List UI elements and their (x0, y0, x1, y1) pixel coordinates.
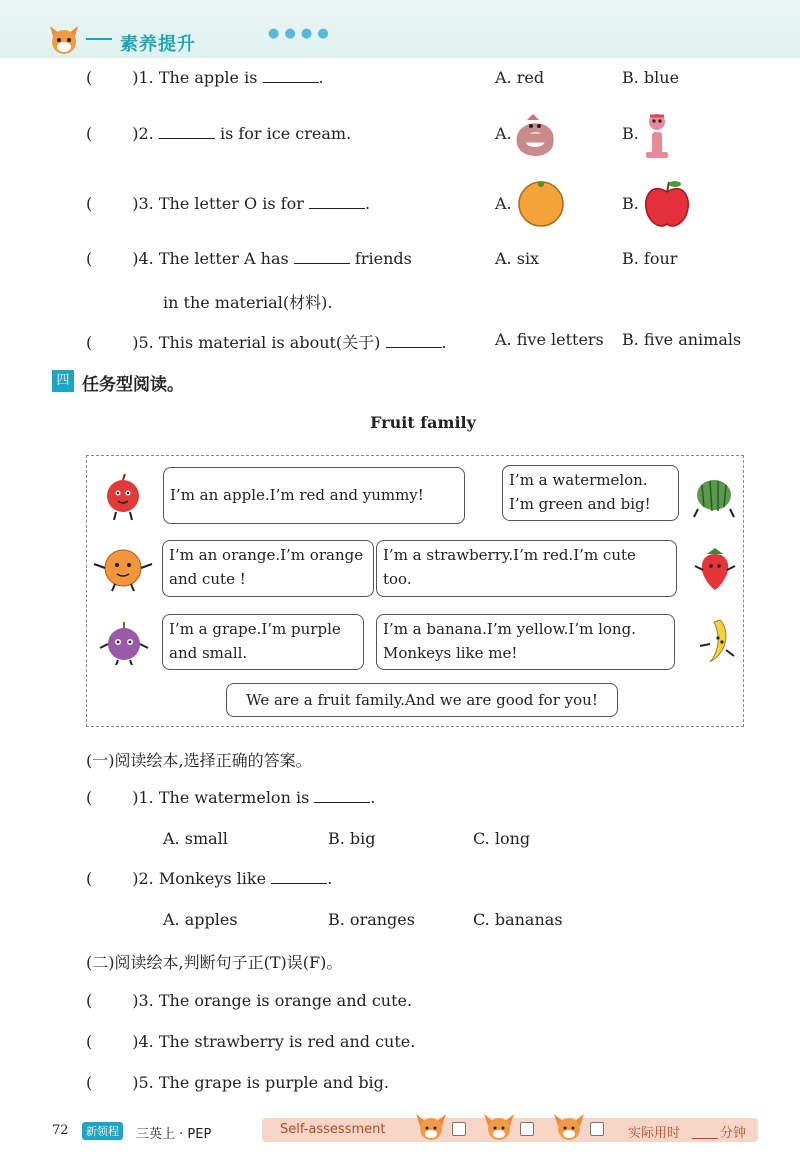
grape-bubble-text: I’m a grape.I’m purple and small. (169, 620, 341, 662)
q3-5: ( )5. This material is about(关于) . (86, 333, 447, 352)
rating-checkbox-1[interactable] (452, 1122, 466, 1136)
orange-character-icon (90, 544, 156, 592)
answer-blank[interactable] (386, 333, 442, 348)
part2-heading: (二)阅读绘本,判断句子正(T)误(F)。 (86, 953, 343, 972)
banana-bubble-text: I’m a banana.I’m yellow.I’m long. Monkeys like me! (383, 620, 636, 662)
strawberry-bubble (376, 540, 677, 597)
orange-bubble (162, 540, 374, 597)
fox-face-icon (414, 1112, 448, 1142)
family-bubble (226, 683, 618, 717)
part1-heading: (一)阅读绘本,选择正确的答案。 (86, 751, 312, 770)
watermelon-character-icon (690, 473, 738, 519)
p2-q4: ( )4. The strawberry is red and cute. (86, 1032, 416, 1051)
strawberry-bubble-text: I’m a strawberry.I’m red.I’m cute too. (383, 546, 636, 588)
q3-5-option-b[interactable]: B. five animals (622, 330, 742, 349)
story-title: Fruit family (370, 413, 476, 432)
rating-checkbox-3[interactable] (590, 1122, 604, 1136)
q3-3: ( )3. The letter O is for . (86, 194, 371, 213)
p1-q2-option-a[interactable]: A. apples (163, 910, 238, 929)
watermelon-bubble-text: I’m a watermelon. I’m green and big! (509, 471, 651, 513)
fox-face-icon (552, 1112, 586, 1142)
q3-5-option-a[interactable]: A. five letters (495, 330, 604, 349)
q3-3-option-a[interactable]: A. (495, 194, 512, 213)
header-dash (86, 38, 112, 40)
q3-3-option-b[interactable]: B. (622, 194, 639, 213)
brand-logo: 新领程 (82, 1122, 123, 1140)
letter-e-character-icon (513, 112, 559, 160)
q3-4-option-a[interactable]: A. six (495, 249, 540, 268)
letter-i-character-icon (640, 110, 674, 160)
q3-1-option-a[interactable]: A. red (495, 68, 545, 87)
grape-bubble (162, 614, 364, 670)
family-bubble-text: We are a fruit family.And we are good for you! (246, 691, 598, 709)
q3-2: ( )2. is for ice cream. (86, 124, 352, 143)
p1-q2-option-c[interactable]: C. bananas (473, 910, 563, 929)
apple-bubble-text: I’m an apple.I’m red and yummy! (170, 486, 424, 504)
header-title: 素养提升 (120, 34, 196, 55)
p2-q5: ( )5. The grape is purple and big. (86, 1073, 389, 1092)
book-label: 三英上 · PEP (136, 1127, 212, 1142)
time-blank[interactable] (692, 1124, 718, 1139)
q3-4-option-b[interactable]: B. four (622, 249, 678, 268)
rating-checkbox-2[interactable] (520, 1122, 534, 1136)
grape-character-icon (98, 618, 150, 666)
answer-blank[interactable] (271, 869, 327, 884)
p1-q1-option-a[interactable]: A. small (163, 829, 228, 848)
self-assessment-label: Self-assessment (280, 1122, 386, 1137)
fox-mascot-icon (46, 22, 82, 58)
p1-q2-option-b[interactable]: B. oranges (328, 910, 415, 929)
q3-1: ( )1. The apple is . (86, 68, 324, 87)
section-number: 四 (52, 370, 74, 392)
answer-blank[interactable] (294, 249, 350, 264)
banana-bubble (376, 614, 675, 670)
q3-4-line2: in the material(材料). (163, 293, 333, 312)
strawberry-character-icon (693, 544, 737, 594)
p1-q1-option-c[interactable]: C. long (473, 829, 531, 848)
time-unit: 分钟 (720, 1126, 747, 1141)
q3-2-option-a[interactable]: A. (495, 124, 512, 143)
apple-icon (642, 178, 692, 230)
banana-character-icon (696, 616, 736, 666)
answer-blank[interactable] (263, 68, 319, 83)
page-number: 72 (52, 1123, 69, 1138)
q3-1-option-b[interactable]: B. blue (622, 68, 680, 87)
answer-blank[interactable] (309, 194, 365, 209)
watermelon-bubble (502, 465, 679, 521)
p1-q1: ( )1. The watermelon is . (86, 788, 376, 807)
answer-blank[interactable] (159, 124, 215, 139)
answer-blank[interactable] (314, 788, 370, 803)
orange-icon (516, 178, 566, 228)
section-title: 任务型阅读。 (82, 375, 184, 395)
q3-2-option-b[interactable]: B. (622, 124, 639, 143)
paw-prints-icon: ● ● ● ● (268, 26, 329, 41)
time-label: 实际用时 (628, 1126, 681, 1141)
fox-face-icon (482, 1112, 516, 1142)
apple-bubble (163, 467, 465, 524)
apple-character-icon (100, 472, 146, 522)
p1-q2: ( )2. Monkeys like . (86, 869, 333, 888)
p1-q1-option-b[interactable]: B. big (328, 829, 376, 848)
orange-bubble-text: I’m an orange.I’m orange and cute ! (169, 546, 364, 588)
q3-4: ( )4. The letter A has friends (86, 249, 412, 268)
p2-q3: ( )3. The orange is orange and cute. (86, 991, 413, 1010)
